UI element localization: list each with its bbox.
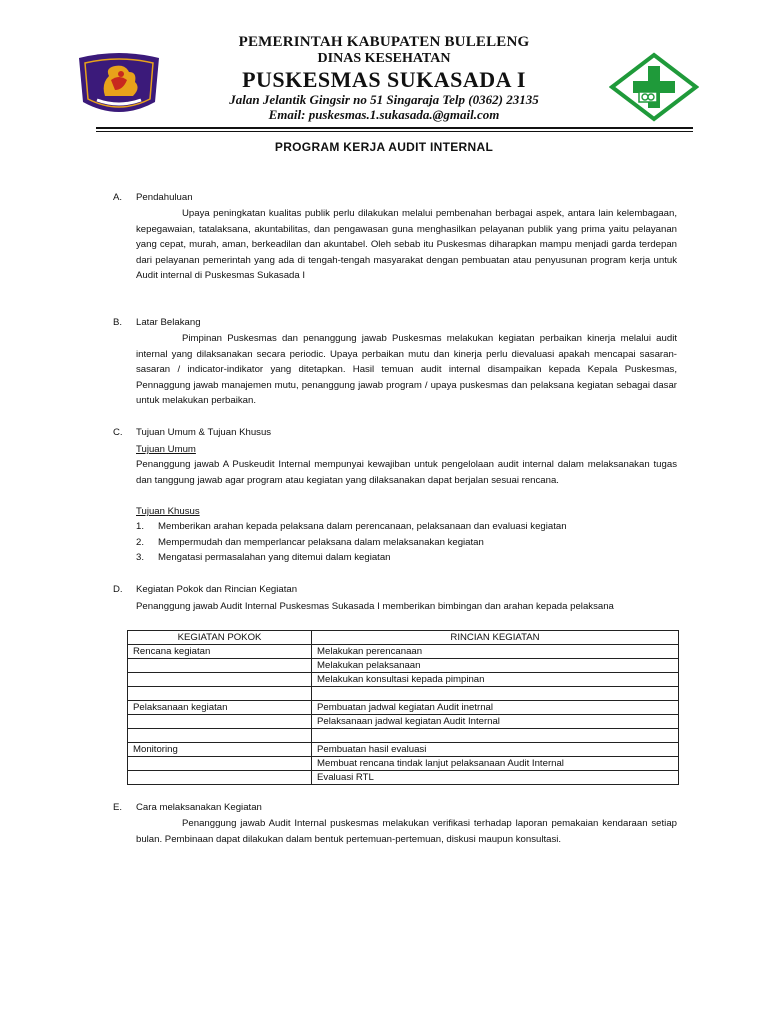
table-cell: Pelaksanaan kegiatan (128, 701, 312, 715)
section-a-text: Upaya peningkatan kualitas publik perlu dilakukan melalui pembenahan berbagai aspek, antara lain kelembagaan, kepegawaian, tatalaksana, akuntabilitas, dan pengawasan guna menghasilkan pelayanan publik yang prima yaitu pelayanan yang cepat, murah, aman, berkeadilan dan akuntabel. Oleh sebab itu Puskesmas diharapkan mampu menjadi garda terdepan dari pelayanan pemerintah yang ada di tengah-tengah masyarakat dengan pembuatan atau penyusunan program kerja untuk Audit internal di Puskesmas Sukasada I (136, 208, 677, 282)
table-row (128, 687, 679, 701)
section-b-heading (113, 317, 201, 328)
objectives-list (136, 519, 677, 566)
table-cell: Evaluasi RTL (312, 771, 679, 785)
section-c-title: Tujuan Umum & Tujuan Khusus (136, 427, 272, 438)
section-d-heading (113, 584, 297, 595)
list-item-text: Mengatasi permasalahan yang ditemui dalam kegiatan (158, 552, 391, 564)
table-cell: Monitoring (128, 743, 312, 757)
list-item (136, 535, 677, 551)
letterhead-divider-thin (96, 131, 693, 132)
document-title: PROGRAM KERJA AUDIT INTERNAL (274, 140, 494, 154)
table-cell: Melakukan konsultasi kepada pimpinan (312, 673, 679, 687)
section-e-paragraph (136, 816, 677, 847)
table-header-cell: KEGIATAN POKOK (128, 631, 312, 645)
list-item (136, 550, 677, 566)
table-cell (128, 771, 312, 785)
section-b-text: Pimpinan Puskesmas dan penanggung jawab Puskesmas melakukan kegiatan perbaikan kinerja melalui audit internal yang dilaksanakan secara periodic. Upaya perbaikan mutu dan kinerja perlu dievaluasi apakah mencapai sasaran-sasaran / indicator-indikator yang ditetapkan. Hasil temuan audit internal disampaikan kepada Kepala Puskesmas, Pennaggung jawab manajemen mutu, penanggung jawab program / upaya puskesmas dan pelaksana kegiatan sebagai dasar untuk melakukan perbaikan. (136, 333, 677, 407)
list-item-number: 2. (136, 536, 145, 548)
table-row (128, 645, 679, 659)
section-e-title: Cara melaksanakan Kegiatan (136, 802, 262, 813)
table-cell (312, 687, 679, 701)
table-row (128, 729, 679, 743)
table-cell: Pembuatan hasil evaluasi (312, 743, 679, 757)
table-cell (128, 729, 312, 743)
list-item-number: 1. (136, 521, 145, 532)
section-c-heading (113, 427, 271, 438)
section-c-subheading-specific: Tujuan Khusus (136, 506, 200, 517)
section-e-letter: E. (113, 802, 123, 813)
section-a-title: Pendahuluan (136, 192, 193, 203)
table-row (128, 715, 679, 729)
table-cell: Melakukan perencanaan (312, 645, 679, 659)
section-a-paragraph (136, 206, 677, 284)
table-header-cell: RINCIAN KEGIATAN (312, 631, 679, 645)
letterhead-department: DINAS KESEHATAN (317, 51, 451, 66)
section-c-subheading-general: Tujuan Umum (136, 444, 196, 455)
table-row (128, 701, 679, 715)
table-cell: Membuat rencana tindak lanjut pelaksanaan Audit Internal (312, 757, 679, 771)
table-cell: Melakukan pelaksanaan (312, 659, 679, 673)
table-cell (312, 729, 679, 743)
letterhead-divider-thick (96, 127, 693, 129)
list-item (136, 519, 677, 535)
letterhead-email: Email: puskesmas.1.sukasada.@gmail.com (268, 107, 500, 122)
section-b-paragraph (136, 331, 677, 409)
letterhead-address: Jalan Jelantik Gingsir no 51 Singaraja Telp (0362) 23135 (229, 92, 539, 107)
letterhead-puskesmas: PUSKESMAS SUKASADA I (242, 67, 526, 92)
section-e-text: Penanggung jawab Audit Internal puskesmas melakukan verifikasi terhadap laporan pemakaian kendaraan setiap bulan. Pembinaan dapat dilakukan dalam bentuk pertemuan-pertemuan, diskusi maupun konsultasi. (136, 818, 677, 845)
table-cell: Rencana kegiatan (128, 645, 312, 659)
table-cell (128, 757, 312, 771)
table-cell (128, 673, 312, 687)
table-row (128, 673, 679, 687)
table-cell (128, 715, 312, 729)
table-cell: Pembuatan jadwal kegiatan Audit inetrnal (312, 701, 679, 715)
section-c-letter: C. (113, 427, 123, 438)
section-e-heading (113, 802, 262, 813)
list-item-number: 3. (136, 552, 145, 564)
table-row (128, 743, 679, 757)
letterhead-government: PEMERINTAH KABUPATEN BULELENG (238, 34, 530, 50)
section-b-title: Latar Belakang (136, 317, 201, 328)
table-cell (128, 659, 312, 673)
activities-table (127, 630, 679, 785)
table-row (128, 757, 679, 771)
list-item-text: Mempermudah dan memperlancar pelaksana dalam melaksanakan kegiatan (158, 536, 484, 548)
section-c-paragraph: Penanggung jawab A Puskeudit Internal mempunyai kewajiban untuk pengelolaan audit internal dalam melaksanakan tugas dan tanggung jawab agar program atau kegiatan yang dilaksanakan dapat berjalan sesuai rencana. (136, 459, 677, 486)
section-a-letter: A. (113, 192, 123, 203)
section-d-title: Kegiatan Pokok dan Rincian Kegiatan (136, 584, 298, 595)
section-b-letter: B. (113, 317, 123, 328)
table-header-row (128, 631, 679, 645)
table-cell: Pelaksanaan jadwal kegiatan Audit Internal (312, 715, 679, 729)
table-row (128, 659, 679, 673)
section-d-letter: D. (113, 584, 123, 595)
table-row (128, 771, 679, 785)
section-a-heading (113, 192, 193, 203)
table-cell (128, 687, 312, 701)
list-item-text: Memberikan arahan kepada pelaksana dalam perencanaan, pelaksanaan dan evaluasi kegiatan (158, 521, 567, 532)
section-d-paragraph: Penanggung jawab Audit Internal Puskesmas Sukasada I memberikan bimbingan dan arahan kepada pelaksana (136, 601, 614, 612)
